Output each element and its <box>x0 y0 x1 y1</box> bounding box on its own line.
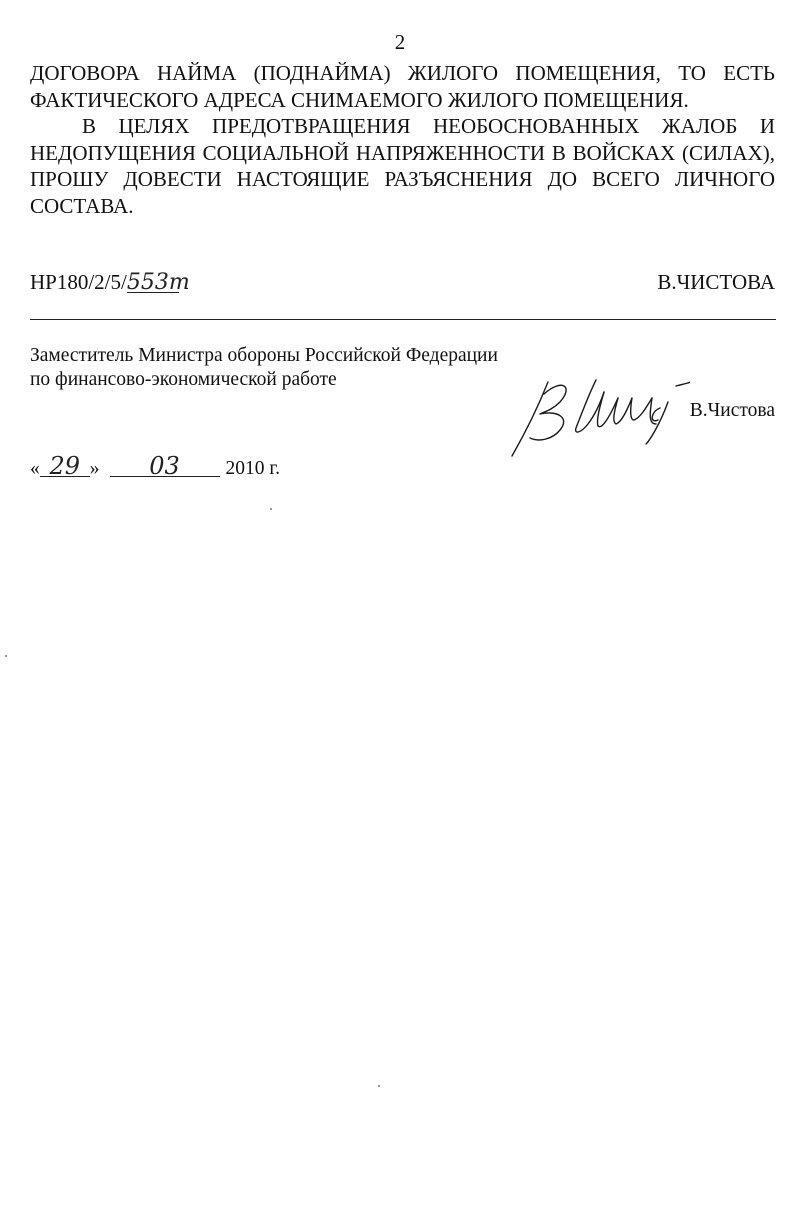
date-open-quote: « <box>30 458 40 479</box>
scan-speck <box>270 508 272 510</box>
approval-title-line2: по финансово-экономической работе <box>30 369 337 390</box>
page-number: 2 <box>394 30 406 54</box>
date-year: 2010 г. <box>225 458 281 479</box>
signer-name-caps: В.ЧИСТОВА <box>657 270 775 294</box>
paragraph-continuation: ДОГОВОРА НАЙМА (ПОДНАЙМА) ЖИЛОГО ПОМЕЩЕНИЯ, ТО ЕСТЬ ФАКТИЧЕСКОГО АДРЕСА СНИМАЕМОГО ЖИЛОГО ПОМЕЩЕНИЯ. <box>30 61 775 112</box>
body-text <box>30 60 775 219</box>
paragraph-request: В ЦЕЛЯХ ПРЕДОТВРАЩЕНИЯ НЕОБОСНОВАННЫХ ЖАЛОБ И НЕДОПУЩЕНИЯ СОЦИАЛЬНОЙ НАПРЯЖЕННОСТИ В ВОЙСКАХ (СИЛАХ), ПРОШУ ДОВЕСТИ НАСТОЯЩИЕ РАЗЪЯСНЕНИЯ ДО ВСЕГО ЛИЧНОГО СОСТАВА. <box>30 114 775 218</box>
date-month: 03 <box>110 452 220 480</box>
reference-prefix: НР180/2/5/ <box>30 270 127 294</box>
reference-handwritten-number: 553т <box>126 270 190 295</box>
handwritten-signature <box>500 368 690 463</box>
approval-signer-name: В.Чистова <box>689 400 775 421</box>
reference-number <box>30 270 190 295</box>
scan-speck <box>378 1085 380 1087</box>
date-day: 29 <box>40 452 90 480</box>
date-close-quote: » <box>89 458 100 479</box>
approval-block <box>30 344 498 392</box>
approval-title-line1: Заместитель Министра обороны Российской Федерации <box>30 345 498 366</box>
divider-line <box>30 319 776 320</box>
approval-date <box>30 452 280 480</box>
scan-speck <box>5 655 7 657</box>
